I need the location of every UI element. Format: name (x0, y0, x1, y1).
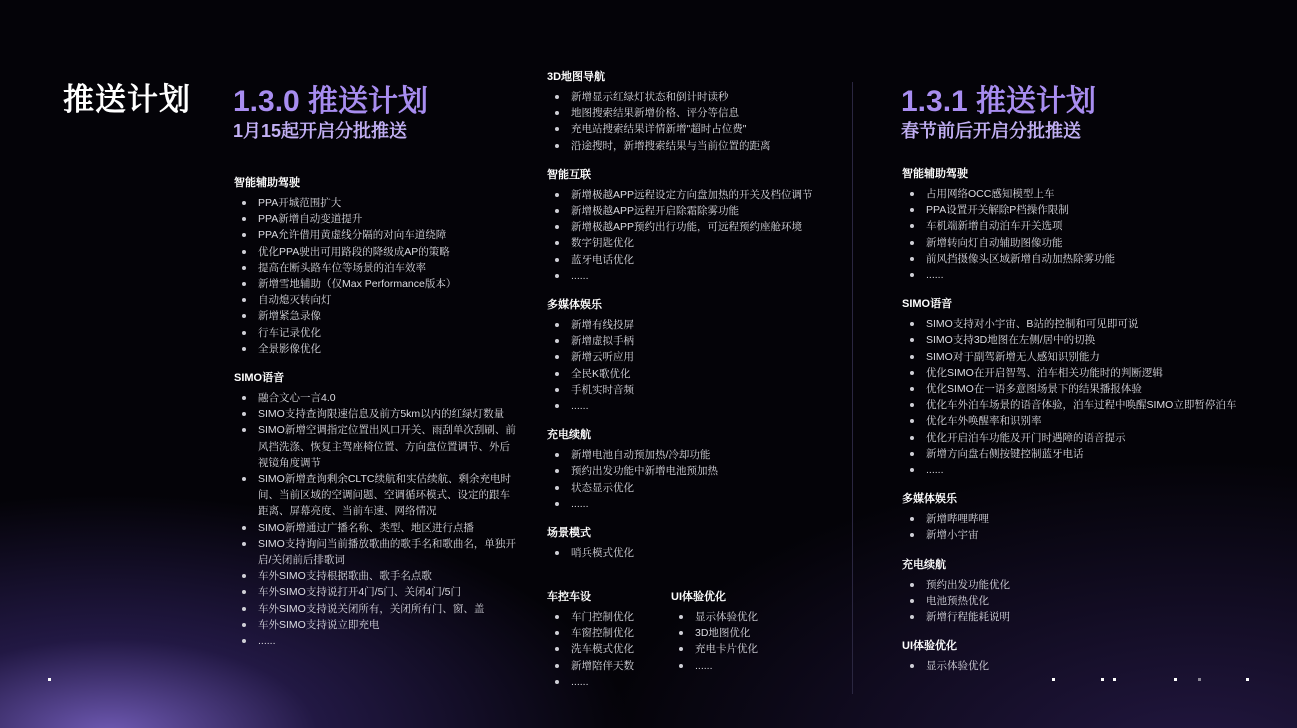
list-item-text: 电池预热优化 (926, 594, 989, 607)
bullet-icon (910, 419, 914, 423)
list-item (234, 584, 519, 600)
list-item-text: 蓝牙电话优化 (571, 253, 634, 266)
bullet-icon (910, 371, 914, 375)
feature-section (547, 69, 837, 154)
list-item (902, 186, 1262, 202)
feature-list (671, 609, 791, 674)
decorative-dot (1052, 678, 1055, 681)
list-item-text: SIMO支持询问当前播放歌曲的歌手名和歌曲名，单独开启/关闭前后排歌词 (258, 537, 516, 567)
section-title: 智能辅助驾驶 (902, 168, 968, 180)
list-item (234, 227, 519, 243)
list-item (902, 511, 1262, 527)
bullet-icon (910, 517, 914, 521)
feature-section (547, 525, 837, 561)
bullet-icon (555, 111, 559, 115)
list-item-text: 数字钥匙优化 (571, 237, 634, 250)
list-item (234, 325, 519, 341)
list-item-text: 优化SIMO在一语多意图场景下的结果播报体验 (926, 383, 1142, 396)
feature-section (902, 296, 1262, 478)
bullet-icon (555, 339, 559, 343)
bullet-icon (242, 266, 246, 270)
list-item-text: ...... (571, 497, 589, 510)
list-item (547, 89, 837, 105)
list-item-text: 显示体验优化 (926, 660, 989, 673)
bullet-icon (242, 607, 246, 611)
list-item (234, 195, 519, 211)
list-item (547, 187, 837, 203)
list-item-text: SIMO支持对小宇宙、B站的控制和可见即可说 (926, 318, 1139, 331)
list-item (547, 496, 837, 512)
list-item (547, 674, 662, 690)
bullet-icon (555, 664, 559, 668)
bullet-icon (910, 533, 914, 537)
list-item (234, 633, 519, 649)
decorative-dot (1174, 678, 1177, 681)
bullet-icon (679, 647, 683, 651)
list-item-text: PPA设置开关解除P档操作限制 (926, 204, 1069, 217)
list-item (902, 381, 1262, 397)
bullet-icon (910, 452, 914, 456)
section-title: 车控车设 (547, 591, 591, 603)
feature-list (547, 187, 837, 284)
list-item-text: SIMO支持3D地图在左侧/居中的切换 (926, 334, 1096, 347)
decorative-dot (1246, 678, 1249, 681)
list-item-text: 提高在断头路车位等场景的泊车效率 (258, 261, 426, 274)
bullet-icon (242, 217, 246, 221)
list-item (671, 658, 791, 674)
list-item-text: 新增哔哩哔哩 (926, 513, 989, 526)
list-item-text: 新增电池自动预加热/冷却功能 (571, 449, 711, 462)
list-item-text: 洗车模式优化 (571, 643, 634, 656)
list-item-text: 融合文心一言4.0 (258, 392, 336, 405)
list-item-text: 新增方向盘右侧按键控制蓝牙电话 (926, 447, 1084, 460)
bullet-icon (555, 355, 559, 359)
v131-column (902, 166, 1262, 687)
list-item (234, 292, 519, 308)
feature-section (234, 175, 519, 357)
list-item (234, 422, 519, 471)
feature-section (671, 589, 791, 674)
list-item (234, 341, 519, 357)
list-item (547, 658, 662, 674)
list-item (671, 641, 791, 657)
bullet-icon (555, 323, 559, 327)
list-item-text: 全民K歌优化 (571, 367, 631, 380)
list-item (234, 471, 519, 520)
list-item (234, 601, 519, 617)
list-item-text: 车外SIMO支持说立即充电 (258, 618, 380, 631)
bullet-icon (242, 331, 246, 335)
list-item-text: 优化SIMO在开启智驾、泊车相关功能时的判断逻辑 (926, 366, 1163, 379)
bullet-icon (242, 347, 246, 351)
v130-column-left (234, 175, 519, 662)
list-item-text: SIMO对于副驾新增无人感知识别能力 (926, 350, 1100, 363)
v131-title: 1.3.1 推送计划 (901, 85, 1097, 118)
bullet-icon (910, 257, 914, 261)
list-item (234, 617, 519, 633)
list-item-text: PPA允许借用黄虚线分隔的对向车道绕障 (258, 229, 447, 242)
list-item (902, 397, 1262, 413)
feature-section (902, 491, 1262, 543)
list-item-text: 充电站搜索结果详情新增"超时占位费" (571, 123, 747, 136)
bullet-icon (242, 298, 246, 302)
list-item (902, 251, 1262, 267)
v130-column-middle (547, 69, 837, 574)
list-item (234, 211, 519, 227)
bullet-icon (555, 209, 559, 213)
bullet-icon (910, 338, 914, 342)
section-title: UI体验优化 (902, 640, 957, 653)
bullet-icon (242, 542, 246, 546)
bullet-icon (910, 615, 914, 619)
list-item-text: 新增极越APP远程设定方向盘加热的开关及档位调节 (571, 188, 813, 201)
section-title: 充电续航 (902, 558, 946, 571)
list-item (902, 202, 1262, 218)
list-item-text: 优化PPA驶出可用路段的降级成AP的策略 (258, 245, 450, 258)
feature-list (547, 447, 837, 512)
list-item-text: 预约出发功能中新增电池预加热 (571, 465, 718, 478)
bullet-icon (910, 436, 914, 440)
bullet-icon (242, 396, 246, 400)
list-item (547, 235, 837, 251)
feature-list (902, 511, 1262, 543)
feature-section (902, 166, 1262, 283)
feature-section (234, 370, 519, 649)
column-divider (852, 82, 853, 694)
list-item-text: ...... (571, 675, 589, 688)
bullet-icon (910, 192, 914, 196)
feature-section (547, 167, 837, 284)
list-item-text: 优化开启泊车功能及开门时遇障的语音提示 (926, 431, 1126, 444)
list-item-text: 车外SIMO支持说打开4门/5门、关闭4门/5门 (258, 586, 462, 599)
list-item (902, 609, 1262, 625)
list-item (671, 625, 791, 641)
list-item-text: 预约出发功能优化 (926, 578, 1010, 591)
feature-list (902, 577, 1262, 626)
list-item-text: 新增极越APP预约出行功能，可远程预约座舱环境 (571, 221, 803, 234)
bullet-icon (242, 201, 246, 205)
section-title: 充电续航 (547, 429, 591, 442)
list-item-text: 地图搜索结果新增价格、评分等信息 (571, 107, 739, 120)
list-item (547, 252, 837, 268)
bullet-icon (555, 258, 559, 262)
bullet-icon (242, 526, 246, 530)
list-item-text: 车外SIMO支持根据歌曲、歌手名点歌 (258, 570, 432, 583)
list-item (902, 577, 1262, 593)
list-item (234, 568, 519, 584)
bullet-icon (242, 250, 246, 254)
list-item-text: 充电卡片优化 (695, 643, 758, 656)
bullet-icon (910, 322, 914, 326)
section-title: 多媒体娱乐 (547, 299, 602, 312)
list-item (547, 463, 837, 479)
list-item (547, 317, 837, 333)
bullet-icon (555, 404, 559, 408)
list-item (902, 527, 1262, 543)
list-item (902, 349, 1262, 365)
list-item (547, 105, 837, 121)
list-item-text: SIMO新增空调指定位置出风口开关、雨刮单次刮刷、前风挡洗涤、恢复主驾座椅位置、方向盘位置调节、外后视镜角度调节 (258, 424, 516, 469)
list-item-text: 全景影像优化 (258, 342, 321, 355)
decorative-dot (1113, 678, 1116, 681)
list-item (902, 413, 1262, 429)
list-item-text: 沿途搜时，新增搜索结果与当前位置的距离 (571, 139, 771, 152)
list-item (234, 260, 519, 276)
bullet-icon (555, 453, 559, 457)
list-item-text: SIMO新增通过广播名称、类型、地区进行点播 (258, 521, 474, 534)
bullet-icon (242, 233, 246, 237)
list-item-text: 新增有线投屏 (571, 319, 634, 332)
list-item-text: ...... (926, 464, 944, 477)
bullet-icon (555, 127, 559, 131)
bullet-icon (910, 273, 914, 277)
list-item-text: 显示体验优化 (695, 611, 758, 623)
list-item-text: ...... (571, 269, 589, 282)
decorative-dot (1101, 678, 1104, 681)
list-item-text: 新增显示红绿灯状态和倒计时读秒 (571, 91, 729, 103)
list-item-text: 状态显示优化 (571, 481, 634, 494)
bullet-icon (555, 469, 559, 473)
bullet-icon (242, 428, 246, 432)
bullet-icon (242, 590, 246, 594)
list-item (902, 593, 1262, 609)
section-title: 智能辅助驾驶 (234, 177, 300, 189)
bullet-icon (910, 241, 914, 245)
list-item (547, 625, 662, 641)
bullet-icon (242, 477, 246, 481)
v130-title: 1.3.0 推送计划 (233, 85, 429, 118)
list-item-text: 哨兵模式优化 (571, 547, 634, 560)
list-item (547, 545, 837, 561)
list-item (234, 244, 519, 260)
section-title: 多媒体娱乐 (902, 493, 957, 506)
bullet-icon (679, 631, 683, 635)
list-item (547, 138, 837, 154)
list-item-text: 自动熄灭转向灯 (258, 294, 332, 307)
list-item (547, 609, 662, 625)
feature-list (902, 316, 1262, 478)
list-item-text: ...... (258, 635, 276, 648)
bullet-icon (910, 208, 914, 212)
list-item (547, 268, 837, 284)
list-item (902, 218, 1262, 234)
feature-list (547, 317, 837, 414)
feature-list (547, 609, 662, 690)
feature-list (902, 658, 1262, 674)
list-item (902, 658, 1262, 674)
list-item-text: 新增行程能耗说明 (926, 611, 1010, 624)
v130-column-ui (671, 589, 791, 687)
bullet-icon (910, 355, 914, 359)
list-item-text: 行车记录优化 (258, 326, 321, 339)
bullet-icon (555, 95, 559, 99)
list-item-text: ...... (695, 659, 713, 672)
bullet-icon (555, 225, 559, 229)
bullet-icon (555, 615, 559, 619)
list-item (547, 203, 837, 219)
list-item (902, 446, 1262, 462)
list-item-text: 车窗控制优化 (571, 627, 634, 640)
bullet-icon (910, 224, 914, 228)
list-item-text: 新增极越APP远程开启除霜除雾功能 (571, 205, 740, 218)
list-item (547, 219, 837, 235)
list-item (234, 276, 519, 292)
list-item (547, 480, 837, 496)
list-item-text: 新增虚拟手柄 (571, 335, 634, 348)
section-title: SIMO语音 (902, 298, 953, 311)
feature-section (902, 557, 1262, 626)
bullet-icon (555, 193, 559, 197)
list-item-text: 3D地图优化 (695, 627, 751, 640)
v131-subtitle: 春节前后开启分批推送 (901, 121, 1081, 141)
feature-list (234, 195, 519, 357)
decorative-dot (48, 678, 51, 681)
list-item-text: 新增紧急录像 (258, 310, 321, 323)
list-item (902, 235, 1262, 251)
bullet-icon (242, 412, 246, 416)
bullet-icon (242, 282, 246, 286)
list-item (547, 333, 837, 349)
feature-list (547, 89, 837, 154)
bullet-icon (555, 144, 559, 148)
section-title: 场景模式 (547, 527, 591, 540)
list-item-text: 新增云听应用 (571, 351, 634, 364)
bullet-icon (555, 388, 559, 392)
list-item-text: 新增转向灯自动辅助图像功能 (926, 236, 1063, 249)
list-item-text: 新增雪地辅助（仅Max Performance版本） (258, 278, 457, 291)
list-item-text: 车外SIMO支持说关闭所有，关闭所有门、窗、盖 (258, 602, 485, 615)
bullet-icon (242, 623, 246, 627)
bullet-icon (555, 274, 559, 278)
list-item (902, 332, 1262, 348)
bullet-icon (242, 314, 246, 318)
bullet-icon (555, 372, 559, 376)
section-title: 3D地图导航 (547, 71, 606, 83)
list-item-text: 前风挡摄像头区域新增自动加热除雾功能 (926, 252, 1115, 265)
bullet-icon (910, 583, 914, 587)
bullet-icon (555, 551, 559, 555)
feature-section (547, 297, 837, 414)
list-item-text: ...... (571, 400, 589, 413)
list-item-text: ...... (926, 269, 944, 282)
v130-column-vehicle-control (547, 589, 662, 703)
bullet-icon (555, 647, 559, 651)
list-item-text: 优化车外唤醒率和识别率 (926, 415, 1042, 428)
feature-section (547, 427, 837, 512)
bullet-icon (910, 664, 914, 668)
list-item (671, 609, 791, 625)
feature-list (547, 545, 837, 561)
list-item-text: 新增陪伴天数 (571, 659, 634, 672)
list-item (547, 366, 837, 382)
page-title: 推送计划 (63, 82, 191, 117)
feature-list (234, 390, 519, 649)
list-item-text: PPA开城范围扩大 (258, 197, 342, 209)
list-item-text: 占用网络OCC感知模型上车 (926, 188, 1055, 200)
bullet-icon (910, 387, 914, 391)
list-item (547, 398, 837, 414)
list-item (902, 316, 1262, 332)
list-item (902, 267, 1262, 283)
bullet-icon (242, 639, 246, 643)
bullet-icon (555, 502, 559, 506)
list-item (547, 447, 837, 463)
bullet-icon (679, 615, 683, 619)
section-title: UI体验优化 (671, 591, 726, 603)
list-item-text: 优化车外泊车场景的语音体验，泊车过程中唤醒SIMO立即暂停泊车 (926, 399, 1237, 412)
bullet-icon (555, 241, 559, 245)
bullet-icon (910, 403, 914, 407)
list-item-text: 手机实时音频 (571, 383, 634, 396)
list-item (902, 365, 1262, 381)
list-item (902, 430, 1262, 446)
list-item-text: PPA新增自动变道提升 (258, 213, 363, 226)
list-item (547, 641, 662, 657)
v130-subtitle: 1月15起开启分批推送 (233, 121, 408, 141)
bullet-icon (555, 486, 559, 490)
list-item-text: SIMO新增查询剩余CLTC续航和实估续航、剩余充电时间、当前区域的空调问题、空调循环模式、设定的跟车距离、屏幕亮度、当前车速、网络情况 (258, 473, 511, 518)
decorative-dot (1198, 678, 1201, 681)
list-item-text: 车门控制优化 (571, 611, 634, 623)
list-item (234, 308, 519, 324)
list-item (234, 390, 519, 406)
bullet-icon (910, 599, 914, 603)
section-title: 智能互联 (547, 168, 591, 181)
list-item (234, 536, 519, 568)
bullet-icon (555, 631, 559, 635)
list-item (234, 520, 519, 536)
list-item-text: 新增小宇宙 (926, 529, 979, 542)
bullet-icon (555, 680, 559, 684)
list-item (547, 382, 837, 398)
feature-section (547, 589, 662, 690)
list-item (547, 121, 837, 137)
bullet-icon (679, 664, 683, 668)
list-item (234, 406, 519, 422)
list-item (547, 349, 837, 365)
section-title: SIMO语音 (234, 372, 285, 385)
feature-section (902, 638, 1262, 674)
bullet-icon (910, 468, 914, 472)
bullet-icon (242, 574, 246, 578)
list-item (902, 462, 1262, 478)
feature-list (902, 186, 1262, 283)
list-item-text: 车机端新增自动泊车开关选项 (926, 220, 1063, 233)
list-item-text: SIMO支持查询限速信息及前方5km以内的红绿灯数量 (258, 408, 505, 421)
